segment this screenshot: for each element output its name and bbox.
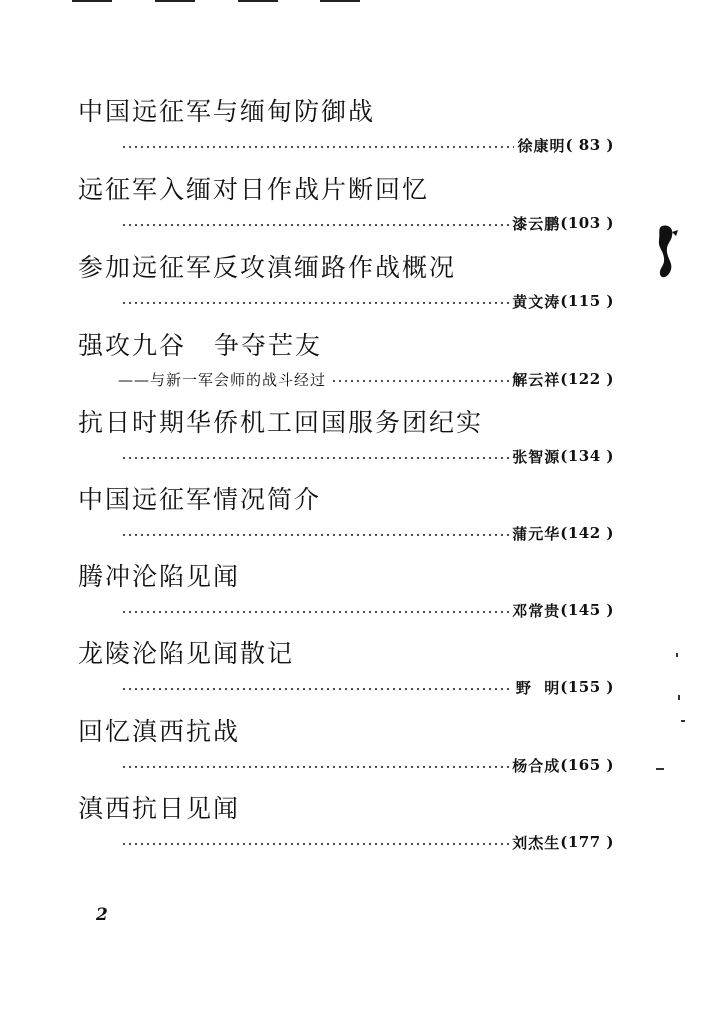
- entry-author: 张智源: [512, 447, 561, 466]
- entry-author: 徐康明: [517, 136, 566, 155]
- leader-row: [118, 291, 614, 311]
- entry-title: 龙陵沦陷见闻散记: [78, 639, 295, 668]
- entry-page: (115 ): [560, 292, 614, 310]
- leader-row: [118, 135, 614, 155]
- leader-row: [118, 213, 614, 233]
- entry-author: 邓常贵: [512, 601, 561, 620]
- entry-author: 杨合成: [512, 756, 561, 775]
- entry-author: 刘杰生: [512, 833, 561, 852]
- entry-page: (145 ): [560, 601, 614, 619]
- entry-page: (122 ): [560, 370, 614, 388]
- leader-row: [118, 677, 614, 697]
- dot-leader: [121, 688, 513, 690]
- dot-leader: [121, 534, 509, 536]
- entry-author: 野 明: [515, 678, 561, 697]
- top-rule: [155, 0, 195, 2]
- entry-title: 中国远征军情况简介: [78, 485, 322, 514]
- entry-author: 漆云鹏: [512, 214, 561, 233]
- entry-title: 回忆滇西抗战: [78, 717, 241, 746]
- entry-title-part: 强攻九谷: [78, 331, 187, 360]
- entry-author: 解云祥: [512, 370, 561, 389]
- entry-page: ( 83 ): [565, 136, 614, 154]
- leader-row: [118, 832, 614, 852]
- dot-leader: [121, 843, 509, 845]
- entry-page: (155 ): [560, 678, 614, 696]
- top-rules: [0, 0, 725, 6]
- leader-row: [118, 755, 614, 775]
- entry-title: 滇西抗日见闻: [78, 794, 241, 823]
- top-rule: [72, 0, 112, 2]
- dot-leader: [121, 611, 509, 613]
- scan-speck: [681, 720, 685, 722]
- scan-speck: [676, 653, 678, 657]
- top-rule: [320, 0, 360, 2]
- entry-author: 黄文涛: [512, 292, 561, 311]
- entry-title: 腾冲沦陷见闻: [78, 562, 241, 591]
- dot-leader: [121, 766, 509, 768]
- dot-leader: [121, 457, 509, 459]
- entry-page: (103 ): [560, 214, 614, 232]
- leader-row: [118, 446, 614, 466]
- dot-leader: [121, 146, 514, 148]
- entry-title: 抗日时期华侨机工回国服务团纪实: [78, 408, 484, 437]
- entry-title: 远征军入缅对日作战片断回忆: [78, 175, 430, 204]
- entry-title: 中国远征军与缅甸防御战: [78, 97, 376, 126]
- dot-leader: [121, 302, 509, 304]
- entry-author: 蒲元华: [512, 524, 561, 543]
- entry-page: (134 ): [560, 447, 614, 465]
- entry-page: (142 ): [560, 524, 614, 542]
- top-rule: [238, 0, 278, 2]
- dot-leader: [121, 224, 509, 226]
- entry-title: 参加远征军反攻滇缅路作战概况: [78, 253, 457, 282]
- entry-subtitle: ——与新一军会师的战斗经过: [118, 370, 327, 389]
- margin-ink-mark-icon: [652, 222, 680, 282]
- scan-speck: [656, 768, 664, 770]
- entry-title: [78, 331, 322, 361]
- dot-leader: [331, 380, 509, 382]
- leader-row: [118, 369, 614, 389]
- entry-title-part: 争夺芒友: [214, 331, 323, 360]
- leader-row: [118, 600, 614, 620]
- leader-row: [118, 523, 614, 543]
- page-number: 2: [96, 905, 108, 925]
- scan-speck: [678, 695, 680, 700]
- entry-page: (177 ): [560, 833, 614, 851]
- entry-page: (165 ): [560, 756, 614, 774]
